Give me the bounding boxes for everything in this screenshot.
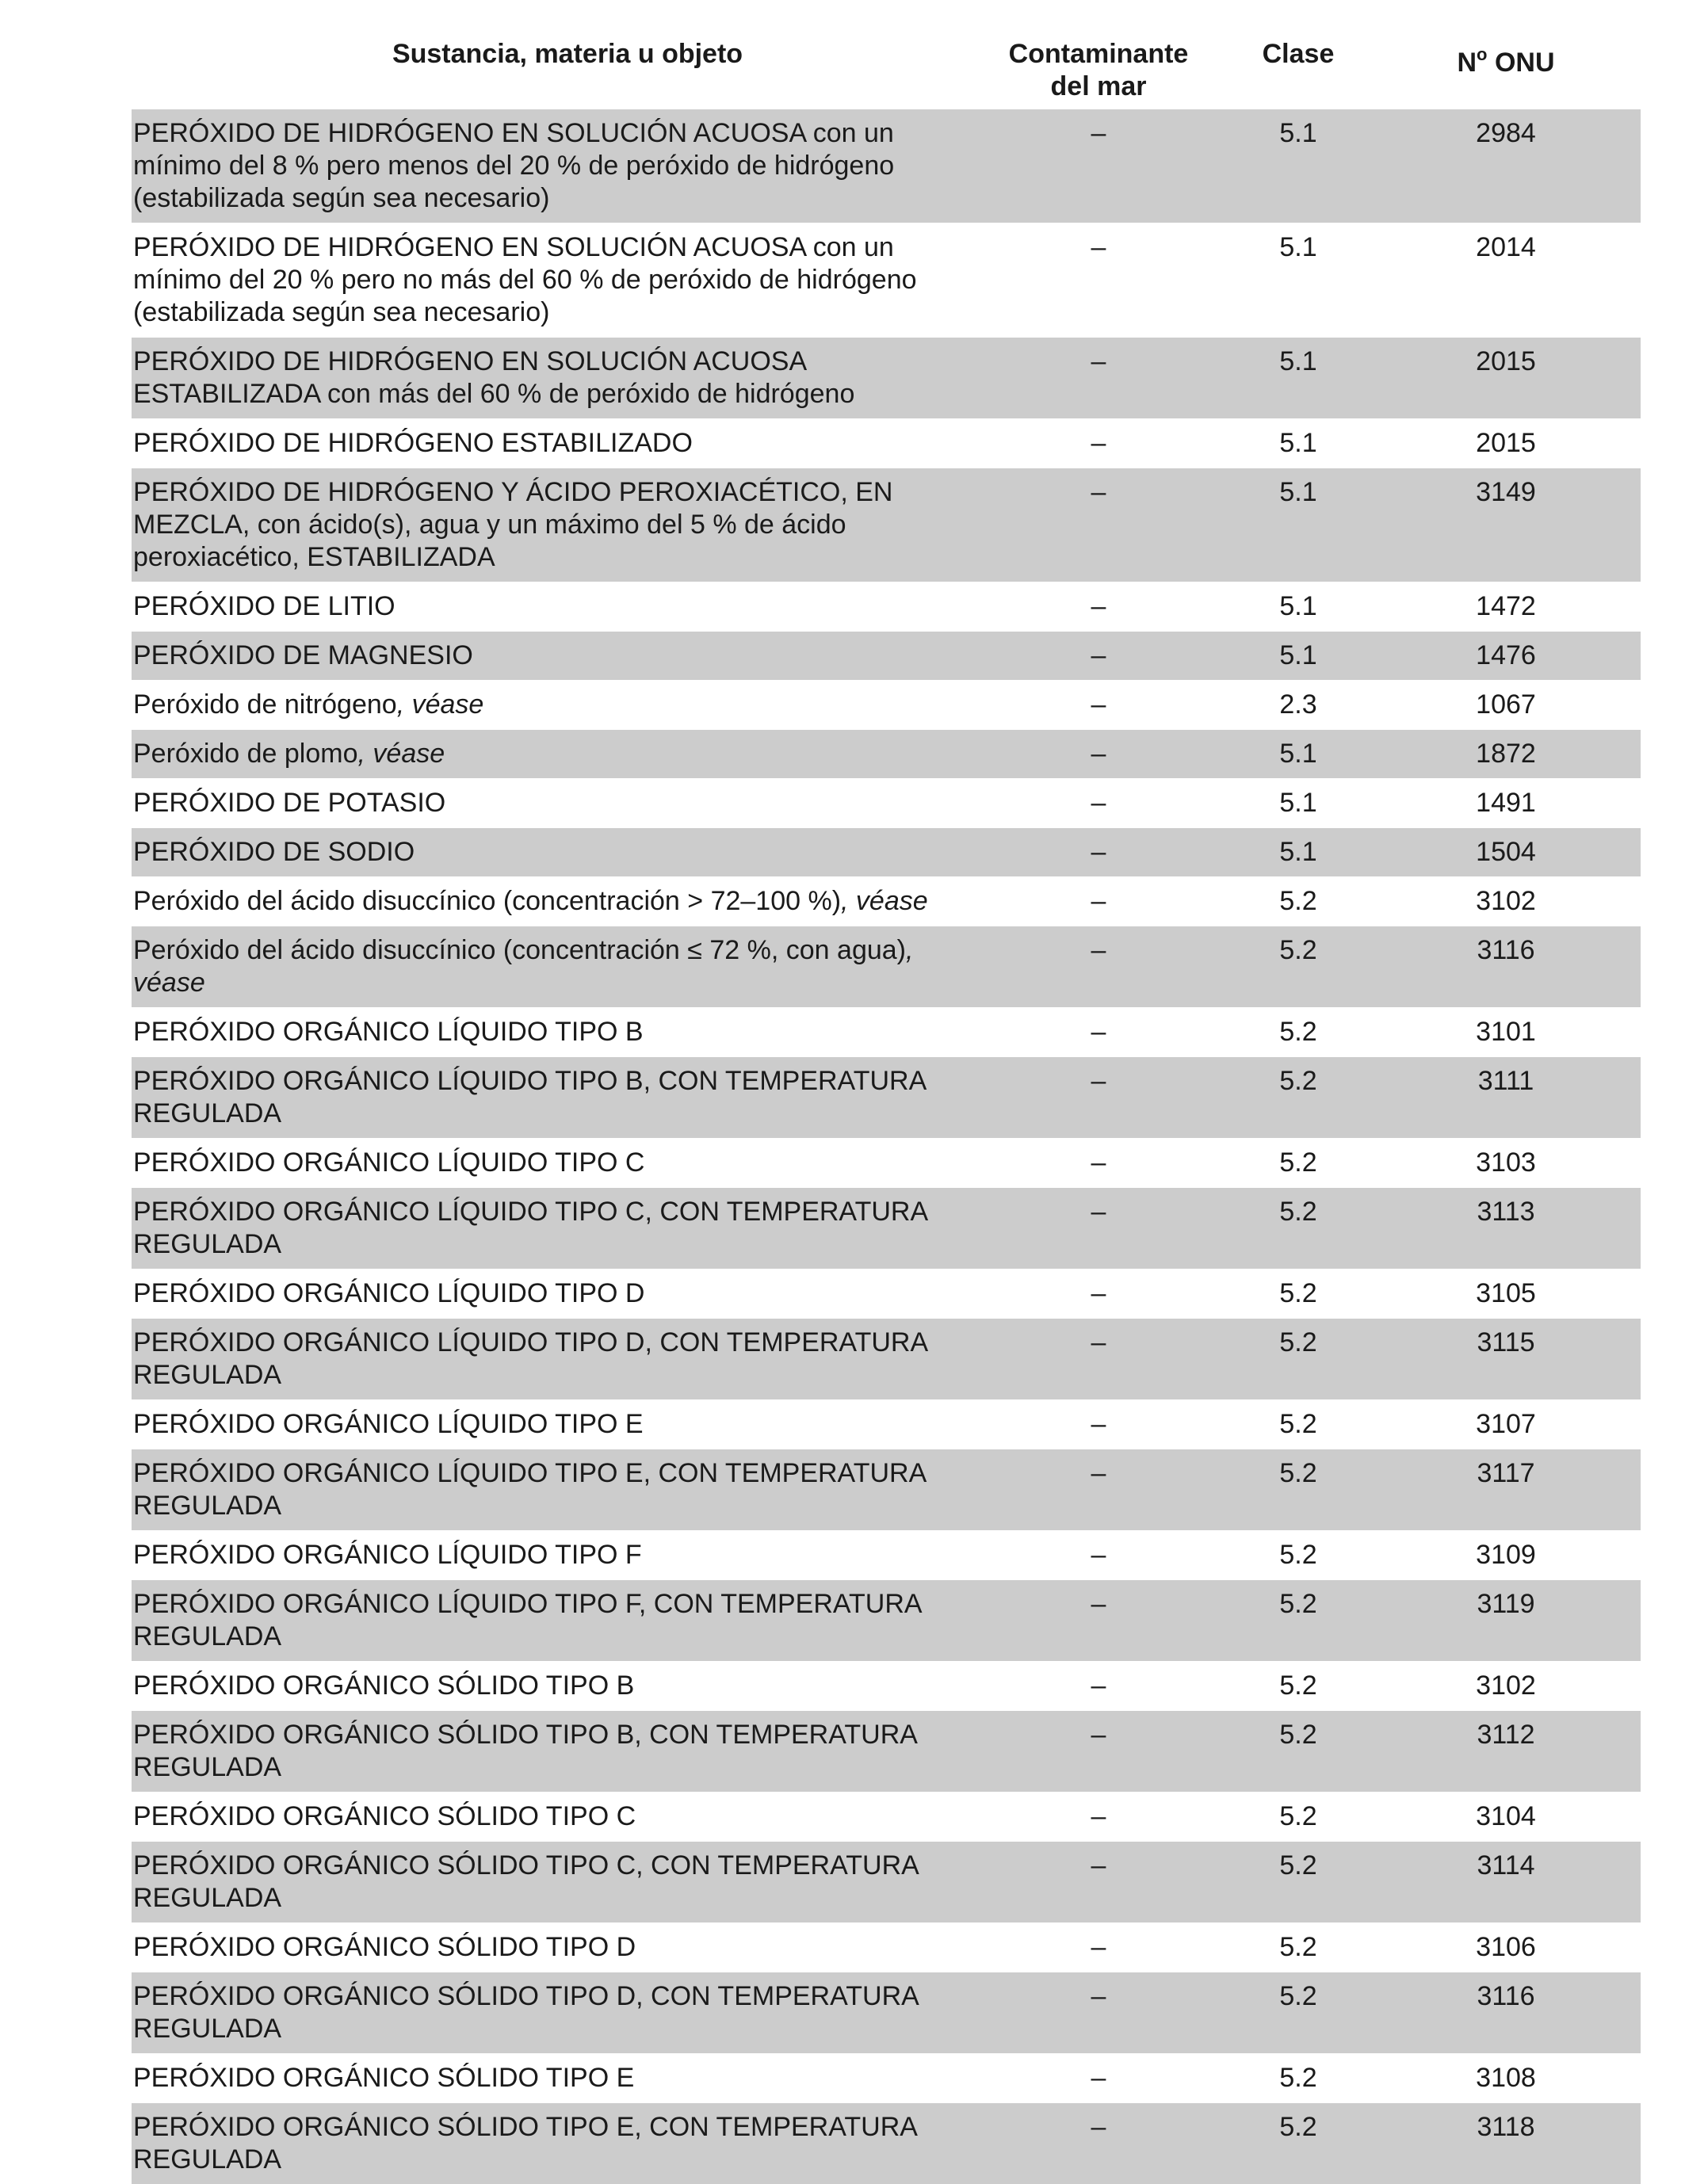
cell-un-number: 1491 [1476, 788, 1536, 818]
cell-un-number: 3103 [1476, 1147, 1536, 1178]
substance-name: PERÓXIDO ORGÁNICO LÍQUIDO TIPO E, CON TEMPERATURA REGULADA [133, 1458, 926, 1521]
table-row [132, 926, 1641, 1007]
cell-marine-pollutant: – [1091, 346, 1106, 376]
table-row [132, 729, 1641, 778]
table-row [132, 1056, 1641, 1138]
cell-substance [132, 109, 1003, 223]
cell-un-number: 3104 [1476, 1801, 1536, 1831]
cell-un-number: 3114 [1477, 1850, 1535, 1880]
cell-substance [132, 632, 1003, 680]
cell-class: 5.2 [1279, 886, 1317, 916]
substance-name: PERÓXIDO ORGÁNICO LÍQUIDO TIPO E [133, 1409, 644, 1439]
cell-class: 5.2 [1279, 1801, 1317, 1831]
dangerous-goods-table [132, 30, 1641, 2184]
cell-marine-pollutant: – [1091, 886, 1106, 916]
cell-class: 5.2 [1279, 1327, 1317, 1357]
cell-substance [132, 1923, 1003, 1972]
table-row [132, 1661, 1641, 1710]
table-row [132, 1922, 1641, 1972]
cell-substance [132, 779, 1003, 827]
table-row [132, 1449, 1641, 1530]
cell-substance [132, 1662, 1003, 1710]
cell-un-number: 1472 [1476, 591, 1536, 621]
cell-substance [132, 2103, 1003, 2184]
cell-marine-pollutant: – [1091, 477, 1106, 507]
cell-class: 5.2 [1279, 1850, 1317, 1880]
cell-marine-pollutant: – [1091, 837, 1106, 867]
header-marine-pollutant: Contaminante del mar [1008, 39, 1189, 101]
see-reference: , véase [133, 935, 914, 998]
cell-un-number: 3119 [1477, 1589, 1535, 1619]
table-row [132, 1187, 1641, 1269]
cell-marine-pollutant: – [1091, 1540, 1106, 1570]
cell-un-number: 1067 [1476, 689, 1536, 720]
substance-name: PERÓXIDO ORGÁNICO LÍQUIDO TIPO D [133, 1278, 645, 1308]
cell-un-number: 3111 [1477, 1066, 1534, 1096]
substance-name: PERÓXIDO DE HIDRÓGENO EN SOLUCIÓN ACUOSA ESTABILIZADA con más del 60 % de peróxido de hidrógeno [133, 346, 855, 409]
cell-substance [132, 338, 1003, 418]
cell-class: 5.1 [1279, 428, 1317, 458]
cell-un-number: 3116 [1477, 1981, 1535, 2011]
table-row [132, 1972, 1641, 2053]
table-row [132, 1138, 1641, 1187]
cell-marine-pollutant: – [1091, 1981, 1106, 2011]
cell-marine-pollutant: – [1091, 788, 1106, 818]
cell-un-number: 2015 [1476, 346, 1536, 376]
substance-name: PERÓXIDO ORGÁNICO SÓLIDO TIPO C, CON TEMPERATURA REGULADA [133, 1850, 918, 1913]
substance-name: PERÓXIDO DE LITIO [133, 591, 395, 621]
substance-name: PERÓXIDO DE SODIO [133, 837, 415, 867]
cell-un-number: 3113 [1477, 1197, 1535, 1227]
substance-name: Peróxido del ácido disuccínico (concentración ≤ 72 %, con agua) [133, 935, 906, 965]
cell-substance [132, 1842, 1003, 1922]
cell-un-number: 3112 [1477, 1720, 1535, 1750]
cell-substance [132, 1531, 1003, 1579]
cell-marine-pollutant: – [1091, 689, 1106, 720]
substance-name: PERÓXIDO ORGÁNICO SÓLIDO TIPO D, CON TEMPERATURA REGULADA [133, 1981, 918, 2044]
substance-name: PERÓXIDO DE HIDRÓGENO EN SOLUCIÓN ACUOSA con un mínimo del 20 % pero no más del 60 % de peróxido de hidrógeno (estabilizada según sea necesario) [133, 232, 917, 327]
cell-marine-pollutant: – [1091, 1017, 1106, 1047]
cell-substance [132, 1319, 1003, 1399]
substance-name: PERÓXIDO ORGÁNICO LÍQUIDO TIPO F, CON TEMPERATURA REGULADA [133, 1589, 921, 1651]
table-row [132, 1710, 1641, 1792]
cell-substance [132, 1711, 1003, 1792]
cell-class: 5.2 [1279, 1409, 1317, 1439]
table-row [132, 778, 1641, 827]
cell-class: 2.3 [1279, 689, 1317, 720]
substance-name: PERÓXIDO ORGÁNICO LÍQUIDO TIPO B [133, 1017, 644, 1047]
cell-marine-pollutant: – [1091, 1278, 1106, 1308]
substance-name: Peróxido de nitrógeno [133, 689, 397, 720]
cell-un-number: 3106 [1476, 1932, 1536, 1962]
see-reference: , véase [396, 689, 484, 720]
cell-substance [132, 1793, 1003, 1841]
cell-class: 5.2 [1279, 1278, 1317, 1308]
cell-substance [132, 2054, 1003, 2102]
see-reference: , véase [357, 739, 445, 769]
substance-name: PERÓXIDO ORGÁNICO LÍQUIDO TIPO C, CON TEMPERATURA REGULADA [133, 1197, 927, 1259]
cell-class: 5.2 [1279, 935, 1317, 965]
table-row [132, 582, 1641, 631]
cell-class: 5.1 [1279, 118, 1317, 148]
cell-marine-pollutant: – [1091, 1720, 1106, 1750]
cell-un-number: 3149 [1476, 477, 1536, 507]
cell-class: 5.2 [1279, 1197, 1317, 1227]
cell-class: 5.2 [1279, 1540, 1317, 1570]
substance-name: PERÓXIDO ORGÁNICO LÍQUIDO TIPO F [133, 1540, 642, 1570]
cell-class: 5.1 [1279, 788, 1317, 818]
cell-class: 5.1 [1279, 640, 1317, 670]
cell-class: 5.1 [1279, 232, 1317, 262]
cell-marine-pollutant: – [1091, 935, 1106, 965]
cell-marine-pollutant: – [1091, 1147, 1106, 1178]
cell-marine-pollutant: – [1091, 640, 1106, 670]
cell-un-number: 2014 [1476, 232, 1536, 262]
substance-name: PERÓXIDO ORGÁNICO SÓLIDO TIPO B [133, 1670, 635, 1701]
table-body [132, 109, 1641, 2184]
header-substance: Sustancia, materia u objeto [392, 39, 743, 69]
table-row [132, 468, 1641, 582]
cell-un-number: 3109 [1476, 1540, 1536, 1570]
cell-marine-pollutant: – [1091, 2063, 1106, 2093]
cell-marine-pollutant: – [1091, 118, 1106, 148]
header-class: Clase [1262, 39, 1335, 69]
cell-marine-pollutant: – [1091, 1589, 1106, 1619]
table-row [132, 1792, 1641, 1841]
cell-un-number: 1504 [1476, 837, 1536, 867]
cell-class: 5.2 [1279, 1720, 1317, 1750]
cell-marine-pollutant: – [1091, 232, 1106, 262]
substance-name: PERÓXIDO DE HIDRÓGENO Y ÁCIDO PEROXIACÉTICO, EN MEZCLA, con ácido(s), agua y un máximo del 5 % de ácido peroxiacético, ESTABILIZADA [133, 477, 893, 572]
substance-name: PERÓXIDO ORGÁNICO SÓLIDO TIPO E, CON TEMPERATURA REGULADA [133, 2112, 917, 2174]
cell-class: 5.1 [1279, 837, 1317, 867]
cell-un-number: 2984 [1476, 118, 1536, 148]
cell-un-number: 3102 [1476, 1670, 1536, 1701]
cell-substance [132, 1057, 1003, 1138]
cell-substance [132, 419, 1003, 468]
cell-marine-pollutant: – [1091, 1327, 1106, 1357]
cell-un-number: 3118 [1477, 2112, 1535, 2142]
substance-name: PERÓXIDO ORGÁNICO SÓLIDO TIPO B, CON TEMPERATURA REGULADA [133, 1720, 917, 1782]
substance-name: Peróxido del ácido disuccínico (concentración > 72–100 %) [133, 886, 842, 916]
table-row [132, 1579, 1641, 1661]
cell-un-number: 3101 [1476, 1017, 1536, 1047]
table-row [132, 827, 1641, 876]
cell-substance [132, 730, 1003, 778]
substance-name: Peróxido de plomo [133, 739, 358, 769]
cell-marine-pollutant: – [1091, 739, 1106, 769]
cell-substance [132, 1449, 1003, 1530]
cell-substance [132, 828, 1003, 876]
substance-name: PERÓXIDO DE HIDRÓGENO EN SOLUCIÓN ACUOSA con un mínimo del 8 % pero menos del 20 % de peróxido de hidrógeno (estabilizada según sea necesario) [133, 118, 895, 213]
cell-class: 5.2 [1279, 1932, 1317, 1962]
cell-marine-pollutant: – [1091, 1670, 1106, 1701]
cell-class: 5.2 [1279, 1670, 1317, 1701]
cell-un-number: 3117 [1477, 1458, 1535, 1488]
cell-class: 5.2 [1279, 1589, 1317, 1619]
substance-name: PERÓXIDO ORGÁNICO LÍQUIDO TIPO D, CON TEMPERATURA REGULADA [133, 1327, 927, 1390]
cell-marine-pollutant: – [1091, 1850, 1106, 1880]
cell-class: 5.2 [1279, 2112, 1317, 2142]
cell-marine-pollutant: – [1091, 428, 1106, 458]
cell-substance [132, 468, 1003, 582]
cell-marine-pollutant: – [1091, 1458, 1106, 1488]
table-row [132, 1269, 1641, 1318]
cell-un-number: 1872 [1476, 739, 1536, 769]
cell-substance [132, 223, 1003, 337]
table-row [132, 1318, 1641, 1399]
cell-substance [132, 1972, 1003, 2053]
cell-marine-pollutant: – [1091, 2112, 1106, 2142]
cell-un-number: 3105 [1476, 1278, 1536, 1308]
cell-marine-pollutant: – [1091, 1197, 1106, 1227]
substance-name: PERÓXIDO ORGÁNICO LÍQUIDO TIPO C [133, 1147, 645, 1178]
cell-class: 5.1 [1279, 739, 1317, 769]
cell-substance [132, 1139, 1003, 1187]
table-row [132, 1399, 1641, 1449]
header-un-number: $N^o$ ONU [1457, 44, 1555, 78]
cell-class: 5.1 [1279, 591, 1317, 621]
cell-marine-pollutant: – [1091, 591, 1106, 621]
table-row [132, 680, 1641, 729]
cell-class: 5.2 [1279, 1066, 1317, 1096]
cell-substance [132, 1188, 1003, 1269]
table-row [132, 109, 1641, 223]
table-row [132, 631, 1641, 680]
table-row [132, 1007, 1641, 1056]
cell-substance [132, 877, 1003, 926]
cell-substance [132, 926, 1003, 1007]
table-header [132, 30, 1641, 109]
cell-class: 5.2 [1279, 1981, 1317, 2011]
substance-name: PERÓXIDO ORGÁNICO SÓLIDO TIPO E [133, 2063, 635, 2093]
table-row [132, 2102, 1641, 2184]
substance-name: PERÓXIDO DE POTASIO [133, 788, 446, 818]
cell-marine-pollutant: – [1091, 1801, 1106, 1831]
cell-class: 5.1 [1279, 346, 1317, 376]
table-row [132, 2053, 1641, 2102]
substance-name: PERÓXIDO ORGÁNICO SÓLIDO TIPO D [133, 1932, 636, 1962]
substance-name: PERÓXIDO ORGÁNICO SÓLIDO TIPO C [133, 1801, 636, 1831]
cell-un-number: 3108 [1476, 2063, 1536, 2093]
cell-class: 5.2 [1279, 1017, 1317, 1047]
cell-marine-pollutant: – [1091, 1932, 1106, 1962]
cell-substance [132, 1270, 1003, 1318]
cell-substance [132, 681, 1003, 729]
cell-substance [132, 1400, 1003, 1449]
table-row [132, 1530, 1641, 1579]
see-reference: , véase [841, 886, 928, 916]
cell-un-number: 3102 [1476, 886, 1536, 916]
substance-name: PERÓXIDO DE HIDRÓGENO ESTABILIZADO [133, 428, 693, 458]
cell-substance [132, 1008, 1003, 1056]
table-row [132, 1841, 1641, 1922]
substance-name: PERÓXIDO DE MAGNESIO [133, 640, 473, 670]
cell-un-number: 3107 [1476, 1409, 1536, 1439]
cell-un-number: 3116 [1477, 935, 1535, 965]
cell-un-number: 1476 [1476, 640, 1536, 670]
table-row [132, 418, 1641, 468]
cell-class: 5.2 [1279, 1458, 1317, 1488]
table-row [132, 223, 1641, 337]
cell-substance [132, 1580, 1003, 1661]
cell-class: 5.2 [1279, 1147, 1317, 1178]
table-row [132, 876, 1641, 926]
cell-marine-pollutant: – [1091, 1409, 1106, 1439]
cell-marine-pollutant: – [1091, 1066, 1106, 1096]
substance-name: PERÓXIDO ORGÁNICO LÍQUIDO TIPO B, CON TEMPERATURA REGULADA [133, 1066, 926, 1128]
cell-class: 5.2 [1279, 2063, 1317, 2093]
cell-un-number: 3115 [1477, 1327, 1535, 1357]
cell-substance [132, 582, 1003, 631]
cell-un-number: 2015 [1476, 428, 1536, 458]
table-row [132, 337, 1641, 418]
cell-class: 5.1 [1279, 477, 1317, 507]
